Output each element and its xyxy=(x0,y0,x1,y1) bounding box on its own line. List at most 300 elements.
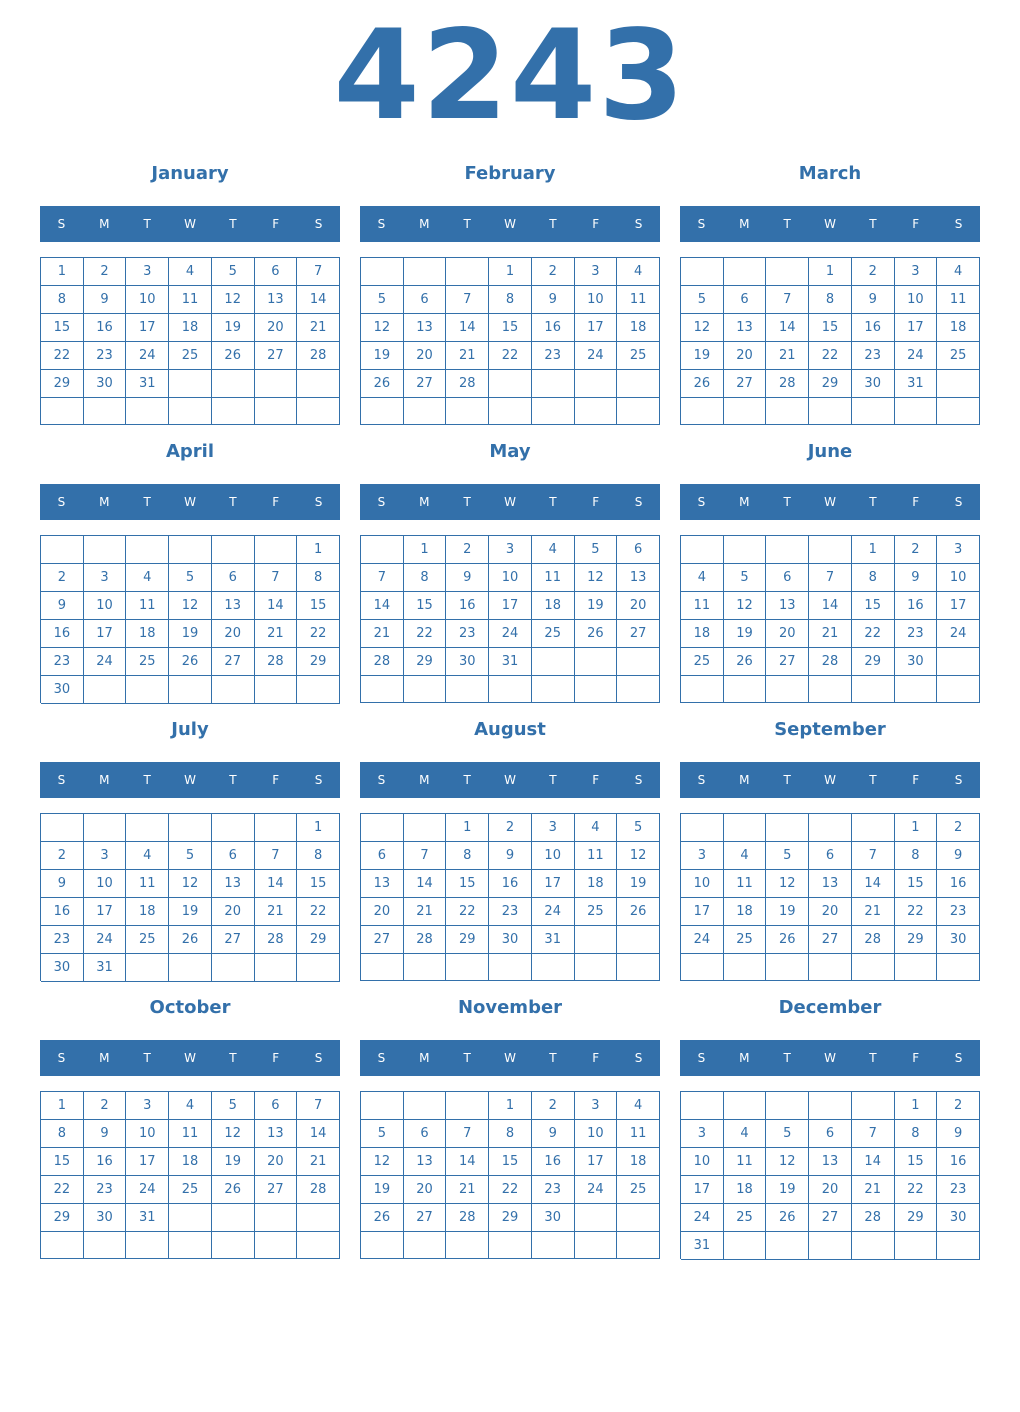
day-cell: 27 xyxy=(404,1204,447,1232)
day-cell: 29 xyxy=(895,1204,938,1232)
day-cell: 21 xyxy=(297,1148,340,1176)
weekday-label: M xyxy=(419,495,430,509)
weekday-label: W xyxy=(824,217,836,231)
day-cell: 31 xyxy=(681,1232,724,1260)
day-cell: 29 xyxy=(852,648,895,676)
day-cell: 30 xyxy=(895,648,938,676)
day-cell: 12 xyxy=(681,314,724,342)
month-name: March xyxy=(798,163,862,184)
empty-day-cell xyxy=(575,954,618,981)
day-cell: 14 xyxy=(404,870,447,898)
day-cell: 24 xyxy=(84,926,127,954)
day-cell: 20 xyxy=(255,314,298,342)
day-cell: 29 xyxy=(41,1204,84,1232)
day-cell: 29 xyxy=(297,648,340,676)
empty-day-cell xyxy=(404,1232,447,1259)
day-cell: 2 xyxy=(895,536,938,564)
weekday-label: T xyxy=(783,1051,791,1065)
empty-day-cell xyxy=(852,1232,895,1260)
day-cell: 24 xyxy=(575,342,618,370)
month-name: December xyxy=(778,997,882,1018)
day-cell: 4 xyxy=(169,1092,212,1120)
empty-day-cell xyxy=(724,676,767,703)
day-cell: 5 xyxy=(212,258,255,286)
day-cell: 2 xyxy=(532,1092,575,1120)
day-cell: 11 xyxy=(617,1120,660,1148)
day-cell: 27 xyxy=(809,1204,852,1232)
empty-day-cell xyxy=(724,1232,767,1260)
weekday-label: T xyxy=(229,1051,237,1065)
day-cell: 8 xyxy=(297,842,340,870)
day-cell: 14 xyxy=(446,314,489,342)
day-cell: 9 xyxy=(41,592,84,620)
day-cell: 19 xyxy=(212,1148,255,1176)
day-grid xyxy=(360,1091,660,1259)
day-cell: 9 xyxy=(446,564,489,592)
weekday-header xyxy=(360,762,660,798)
empty-day-cell xyxy=(724,814,767,842)
day-cell: 25 xyxy=(126,926,169,954)
empty-day-cell xyxy=(766,954,809,981)
weekday-label: M xyxy=(419,773,430,787)
day-cell: 23 xyxy=(937,1176,980,1204)
empty-day-cell xyxy=(361,1092,404,1120)
day-cell: 29 xyxy=(809,370,852,398)
day-cell: 13 xyxy=(255,1120,298,1148)
weekday-label: T xyxy=(229,773,237,787)
weekday-header xyxy=(40,484,340,520)
day-cell: 25 xyxy=(617,1176,660,1204)
month-name: July xyxy=(171,719,209,740)
weekday-label: T xyxy=(869,1051,877,1065)
day-cell: 6 xyxy=(617,536,660,564)
day-cell: 16 xyxy=(895,592,938,620)
month-name: February xyxy=(464,163,556,184)
empty-day-cell xyxy=(617,1204,660,1232)
day-cell: 18 xyxy=(532,592,575,620)
empty-day-cell xyxy=(575,370,618,398)
empty-day-cell xyxy=(404,676,447,703)
empty-day-cell xyxy=(297,370,340,398)
day-cell: 1 xyxy=(489,258,532,286)
day-cell: 1 xyxy=(41,1092,84,1120)
day-cell: 29 xyxy=(446,926,489,954)
day-cell: 10 xyxy=(575,1120,618,1148)
day-cell: 24 xyxy=(489,620,532,648)
day-cell: 10 xyxy=(84,592,127,620)
day-grid xyxy=(680,813,980,981)
day-cell: 24 xyxy=(895,342,938,370)
day-cell: 4 xyxy=(617,1092,660,1120)
empty-day-cell xyxy=(297,1204,340,1232)
empty-day-cell xyxy=(297,676,340,704)
day-cell: 20 xyxy=(212,898,255,926)
weekday-label: W xyxy=(824,1051,836,1065)
day-cell: 26 xyxy=(724,648,767,676)
weekday-label: M xyxy=(99,217,110,231)
weekday-label: F xyxy=(592,773,600,787)
empty-day-cell xyxy=(617,954,660,981)
empty-day-cell xyxy=(255,398,298,425)
day-grid xyxy=(40,813,340,981)
empty-day-cell xyxy=(446,676,489,703)
empty-day-cell xyxy=(681,536,724,564)
empty-day-cell xyxy=(489,370,532,398)
day-cell: 26 xyxy=(212,342,255,370)
weekday-label: S xyxy=(634,495,643,509)
empty-day-cell xyxy=(532,370,575,398)
empty-day-cell xyxy=(575,1232,618,1259)
empty-day-cell xyxy=(852,954,895,981)
weekday-label: T xyxy=(869,217,877,231)
empty-day-cell xyxy=(809,536,852,564)
weekday-label: S xyxy=(57,217,66,231)
day-cell: 21 xyxy=(255,620,298,648)
day-cell: 3 xyxy=(84,842,127,870)
day-cell: 20 xyxy=(809,1176,852,1204)
empty-day-cell xyxy=(446,258,489,286)
empty-day-cell xyxy=(255,536,298,564)
day-cell: 5 xyxy=(212,1092,255,1120)
weekday-label: S xyxy=(314,495,323,509)
day-cell: 23 xyxy=(489,898,532,926)
day-cell: 3 xyxy=(681,1120,724,1148)
empty-day-cell xyxy=(361,676,404,703)
day-cell: 16 xyxy=(41,620,84,648)
day-cell: 31 xyxy=(895,370,938,398)
day-cell: 19 xyxy=(724,620,767,648)
empty-day-cell xyxy=(404,258,447,286)
empty-day-cell xyxy=(617,648,660,676)
day-cell: 17 xyxy=(575,314,618,342)
empty-day-cell xyxy=(84,814,127,842)
day-cell: 15 xyxy=(895,870,938,898)
empty-day-cell xyxy=(169,954,212,982)
day-cell: 16 xyxy=(41,898,84,926)
day-cell: 23 xyxy=(41,648,84,676)
weekday-label: S xyxy=(954,773,963,787)
empty-day-cell xyxy=(126,814,169,842)
weekday-label: F xyxy=(272,773,280,787)
day-cell: 6 xyxy=(404,1120,447,1148)
empty-day-cell xyxy=(766,1232,809,1260)
empty-day-cell xyxy=(212,954,255,982)
day-cell: 18 xyxy=(617,314,660,342)
weekday-label: S xyxy=(634,217,643,231)
empty-day-cell xyxy=(575,926,618,954)
day-cell: 16 xyxy=(446,592,489,620)
weekday-label: T xyxy=(463,495,471,509)
day-cell: 12 xyxy=(212,286,255,314)
weekday-label: S xyxy=(954,495,963,509)
day-cell: 17 xyxy=(532,870,575,898)
day-cell: 22 xyxy=(852,620,895,648)
day-cell: 13 xyxy=(404,314,447,342)
weekday-header xyxy=(360,206,660,242)
day-cell: 10 xyxy=(532,842,575,870)
day-cell: 7 xyxy=(766,286,809,314)
day-cell: 7 xyxy=(809,564,852,592)
day-cell: 12 xyxy=(575,564,618,592)
weekday-label: S xyxy=(314,1051,323,1065)
day-cell: 16 xyxy=(937,870,980,898)
month-name: April xyxy=(165,441,215,462)
weekday-label: F xyxy=(912,1051,920,1065)
day-cell: 6 xyxy=(766,564,809,592)
day-cell: 18 xyxy=(617,1148,660,1176)
month-name: August xyxy=(474,719,546,740)
empty-day-cell xyxy=(126,954,169,982)
day-cell: 25 xyxy=(937,342,980,370)
day-cell: 11 xyxy=(169,286,212,314)
day-cell: 22 xyxy=(297,898,340,926)
weekday-label: F xyxy=(912,217,920,231)
day-cell: 19 xyxy=(681,342,724,370)
empty-day-cell xyxy=(169,676,212,704)
day-cell: 30 xyxy=(41,954,84,982)
day-cell: 28 xyxy=(852,926,895,954)
empty-day-cell xyxy=(617,676,660,703)
weekday-label: S xyxy=(57,773,66,787)
day-cell: 26 xyxy=(361,370,404,398)
day-cell: 8 xyxy=(446,842,489,870)
day-cell: 2 xyxy=(84,1092,127,1120)
day-cell: 30 xyxy=(937,926,980,954)
day-cell: 20 xyxy=(766,620,809,648)
day-cell: 20 xyxy=(255,1148,298,1176)
empty-day-cell xyxy=(41,1232,84,1259)
day-cell: 12 xyxy=(212,1120,255,1148)
empty-day-cell xyxy=(895,676,938,703)
weekday-label: T xyxy=(463,217,471,231)
day-cell: 19 xyxy=(169,620,212,648)
day-cell: 4 xyxy=(724,842,767,870)
day-cell: 24 xyxy=(126,342,169,370)
empty-day-cell xyxy=(617,1232,660,1259)
weekday-label: S xyxy=(634,773,643,787)
day-cell: 20 xyxy=(617,592,660,620)
day-cell: 26 xyxy=(681,370,724,398)
day-cell: 18 xyxy=(169,314,212,342)
empty-day-cell xyxy=(446,1232,489,1259)
empty-day-cell xyxy=(937,676,980,703)
day-cell: 27 xyxy=(617,620,660,648)
empty-day-cell xyxy=(361,814,404,842)
weekday-label: S xyxy=(377,1051,386,1065)
day-cell: 13 xyxy=(724,314,767,342)
weekday-header xyxy=(680,484,980,520)
day-cell: 4 xyxy=(169,258,212,286)
day-cell: 18 xyxy=(169,1148,212,1176)
day-cell: 2 xyxy=(532,258,575,286)
day-cell: 1 xyxy=(809,258,852,286)
weekday-label: W xyxy=(504,495,516,509)
day-cell: 27 xyxy=(809,926,852,954)
day-cell: 14 xyxy=(297,286,340,314)
day-cell: 7 xyxy=(446,1120,489,1148)
empty-day-cell xyxy=(212,814,255,842)
weekday-label: S xyxy=(314,773,323,787)
day-cell: 16 xyxy=(84,1148,127,1176)
empty-day-cell xyxy=(724,258,767,286)
day-cell: 15 xyxy=(489,1148,532,1176)
weekday-label: W xyxy=(184,773,196,787)
empty-day-cell xyxy=(681,398,724,425)
day-cell: 4 xyxy=(575,814,618,842)
day-cell: 12 xyxy=(169,592,212,620)
empty-day-cell xyxy=(404,398,447,425)
day-cell: 28 xyxy=(809,648,852,676)
day-grid xyxy=(360,535,660,703)
day-cell: 21 xyxy=(404,898,447,926)
day-grid xyxy=(40,1091,340,1259)
day-cell: 10 xyxy=(575,286,618,314)
weekday-label: T xyxy=(463,1051,471,1065)
day-cell: 7 xyxy=(255,842,298,870)
empty-day-cell xyxy=(446,398,489,425)
day-cell: 7 xyxy=(297,258,340,286)
day-cell: 2 xyxy=(852,258,895,286)
day-cell: 4 xyxy=(532,536,575,564)
empty-day-cell xyxy=(895,1232,938,1260)
empty-day-cell xyxy=(169,1204,212,1232)
weekday-label: W xyxy=(504,773,516,787)
day-cell: 21 xyxy=(297,314,340,342)
day-cell: 23 xyxy=(446,620,489,648)
month-name: October xyxy=(149,997,231,1018)
weekday-label: T xyxy=(143,1051,151,1065)
empty-day-cell xyxy=(169,1232,212,1259)
empty-day-cell xyxy=(255,814,298,842)
day-cell: 22 xyxy=(404,620,447,648)
day-cell: 26 xyxy=(575,620,618,648)
weekday-label: S xyxy=(697,773,706,787)
empty-day-cell xyxy=(617,398,660,425)
day-cell: 30 xyxy=(489,926,532,954)
empty-day-cell xyxy=(84,1232,127,1259)
day-cell: 14 xyxy=(361,592,404,620)
day-cell: 20 xyxy=(361,898,404,926)
empty-day-cell xyxy=(84,536,127,564)
day-cell: 2 xyxy=(41,842,84,870)
day-cell: 7 xyxy=(297,1092,340,1120)
day-cell: 28 xyxy=(766,370,809,398)
weekday-label: F xyxy=(272,1051,280,1065)
empty-day-cell xyxy=(297,954,340,982)
empty-day-cell xyxy=(169,398,212,425)
day-grid xyxy=(360,257,660,425)
day-cell: 4 xyxy=(724,1120,767,1148)
empty-day-cell xyxy=(724,1092,767,1120)
empty-day-cell xyxy=(724,398,767,425)
day-cell: 17 xyxy=(126,1148,169,1176)
weekday-label: M xyxy=(739,773,750,787)
day-cell: 19 xyxy=(766,898,809,926)
day-cell: 27 xyxy=(212,648,255,676)
day-cell: 22 xyxy=(297,620,340,648)
empty-day-cell xyxy=(41,536,84,564)
day-cell: 3 xyxy=(84,564,127,592)
month-name: January xyxy=(151,163,229,184)
day-cell: 14 xyxy=(852,870,895,898)
day-cell: 13 xyxy=(766,592,809,620)
day-cell: 3 xyxy=(126,258,169,286)
day-cell: 28 xyxy=(446,370,489,398)
day-cell: 15 xyxy=(404,592,447,620)
day-cell: 14 xyxy=(766,314,809,342)
weekday-label: M xyxy=(99,773,110,787)
weekday-label: S xyxy=(697,1051,706,1065)
day-cell: 29 xyxy=(404,648,447,676)
empty-day-cell xyxy=(212,1232,255,1259)
day-cell: 15 xyxy=(41,314,84,342)
day-cell: 13 xyxy=(361,870,404,898)
empty-day-cell xyxy=(809,814,852,842)
day-cell: 14 xyxy=(852,1148,895,1176)
weekday-label: W xyxy=(504,1051,516,1065)
empty-day-cell xyxy=(297,398,340,425)
day-cell: 15 xyxy=(489,314,532,342)
empty-day-cell xyxy=(724,536,767,564)
day-cell: 23 xyxy=(937,898,980,926)
day-cell: 11 xyxy=(681,592,724,620)
empty-day-cell xyxy=(41,814,84,842)
empty-day-cell xyxy=(446,954,489,981)
empty-day-cell xyxy=(361,1232,404,1259)
empty-day-cell xyxy=(489,676,532,703)
empty-day-cell xyxy=(809,398,852,425)
day-cell: 8 xyxy=(41,1120,84,1148)
day-cell: 18 xyxy=(724,898,767,926)
day-grid xyxy=(680,1091,980,1259)
weekday-label: F xyxy=(592,217,600,231)
day-cell: 23 xyxy=(532,1176,575,1204)
day-cell: 8 xyxy=(404,564,447,592)
day-cell: 19 xyxy=(361,1176,404,1204)
day-cell: 13 xyxy=(255,286,298,314)
day-cell: 18 xyxy=(724,1176,767,1204)
day-cell: 10 xyxy=(895,286,938,314)
day-cell: 1 xyxy=(41,258,84,286)
day-cell: 26 xyxy=(169,648,212,676)
empty-day-cell xyxy=(681,676,724,703)
day-cell: 22 xyxy=(489,342,532,370)
day-cell: 24 xyxy=(84,648,127,676)
day-cell: 21 xyxy=(361,620,404,648)
empty-day-cell xyxy=(84,676,127,704)
empty-day-cell xyxy=(766,536,809,564)
month-name: November xyxy=(457,997,563,1018)
day-cell: 1 xyxy=(489,1092,532,1120)
day-cell: 10 xyxy=(126,1120,169,1148)
empty-day-cell xyxy=(937,1232,980,1260)
day-cell: 31 xyxy=(532,926,575,954)
day-cell: 17 xyxy=(681,898,724,926)
empty-day-cell xyxy=(361,954,404,981)
empty-day-cell xyxy=(41,398,84,425)
day-cell: 20 xyxy=(212,620,255,648)
day-cell: 9 xyxy=(937,842,980,870)
empty-day-cell xyxy=(126,1232,169,1259)
day-cell: 12 xyxy=(361,1148,404,1176)
day-cell: 25 xyxy=(575,898,618,926)
day-cell: 27 xyxy=(404,370,447,398)
day-grid xyxy=(40,257,340,425)
day-cell: 15 xyxy=(809,314,852,342)
empty-day-cell xyxy=(361,398,404,425)
empty-day-cell xyxy=(809,1092,852,1120)
day-cell: 25 xyxy=(169,342,212,370)
